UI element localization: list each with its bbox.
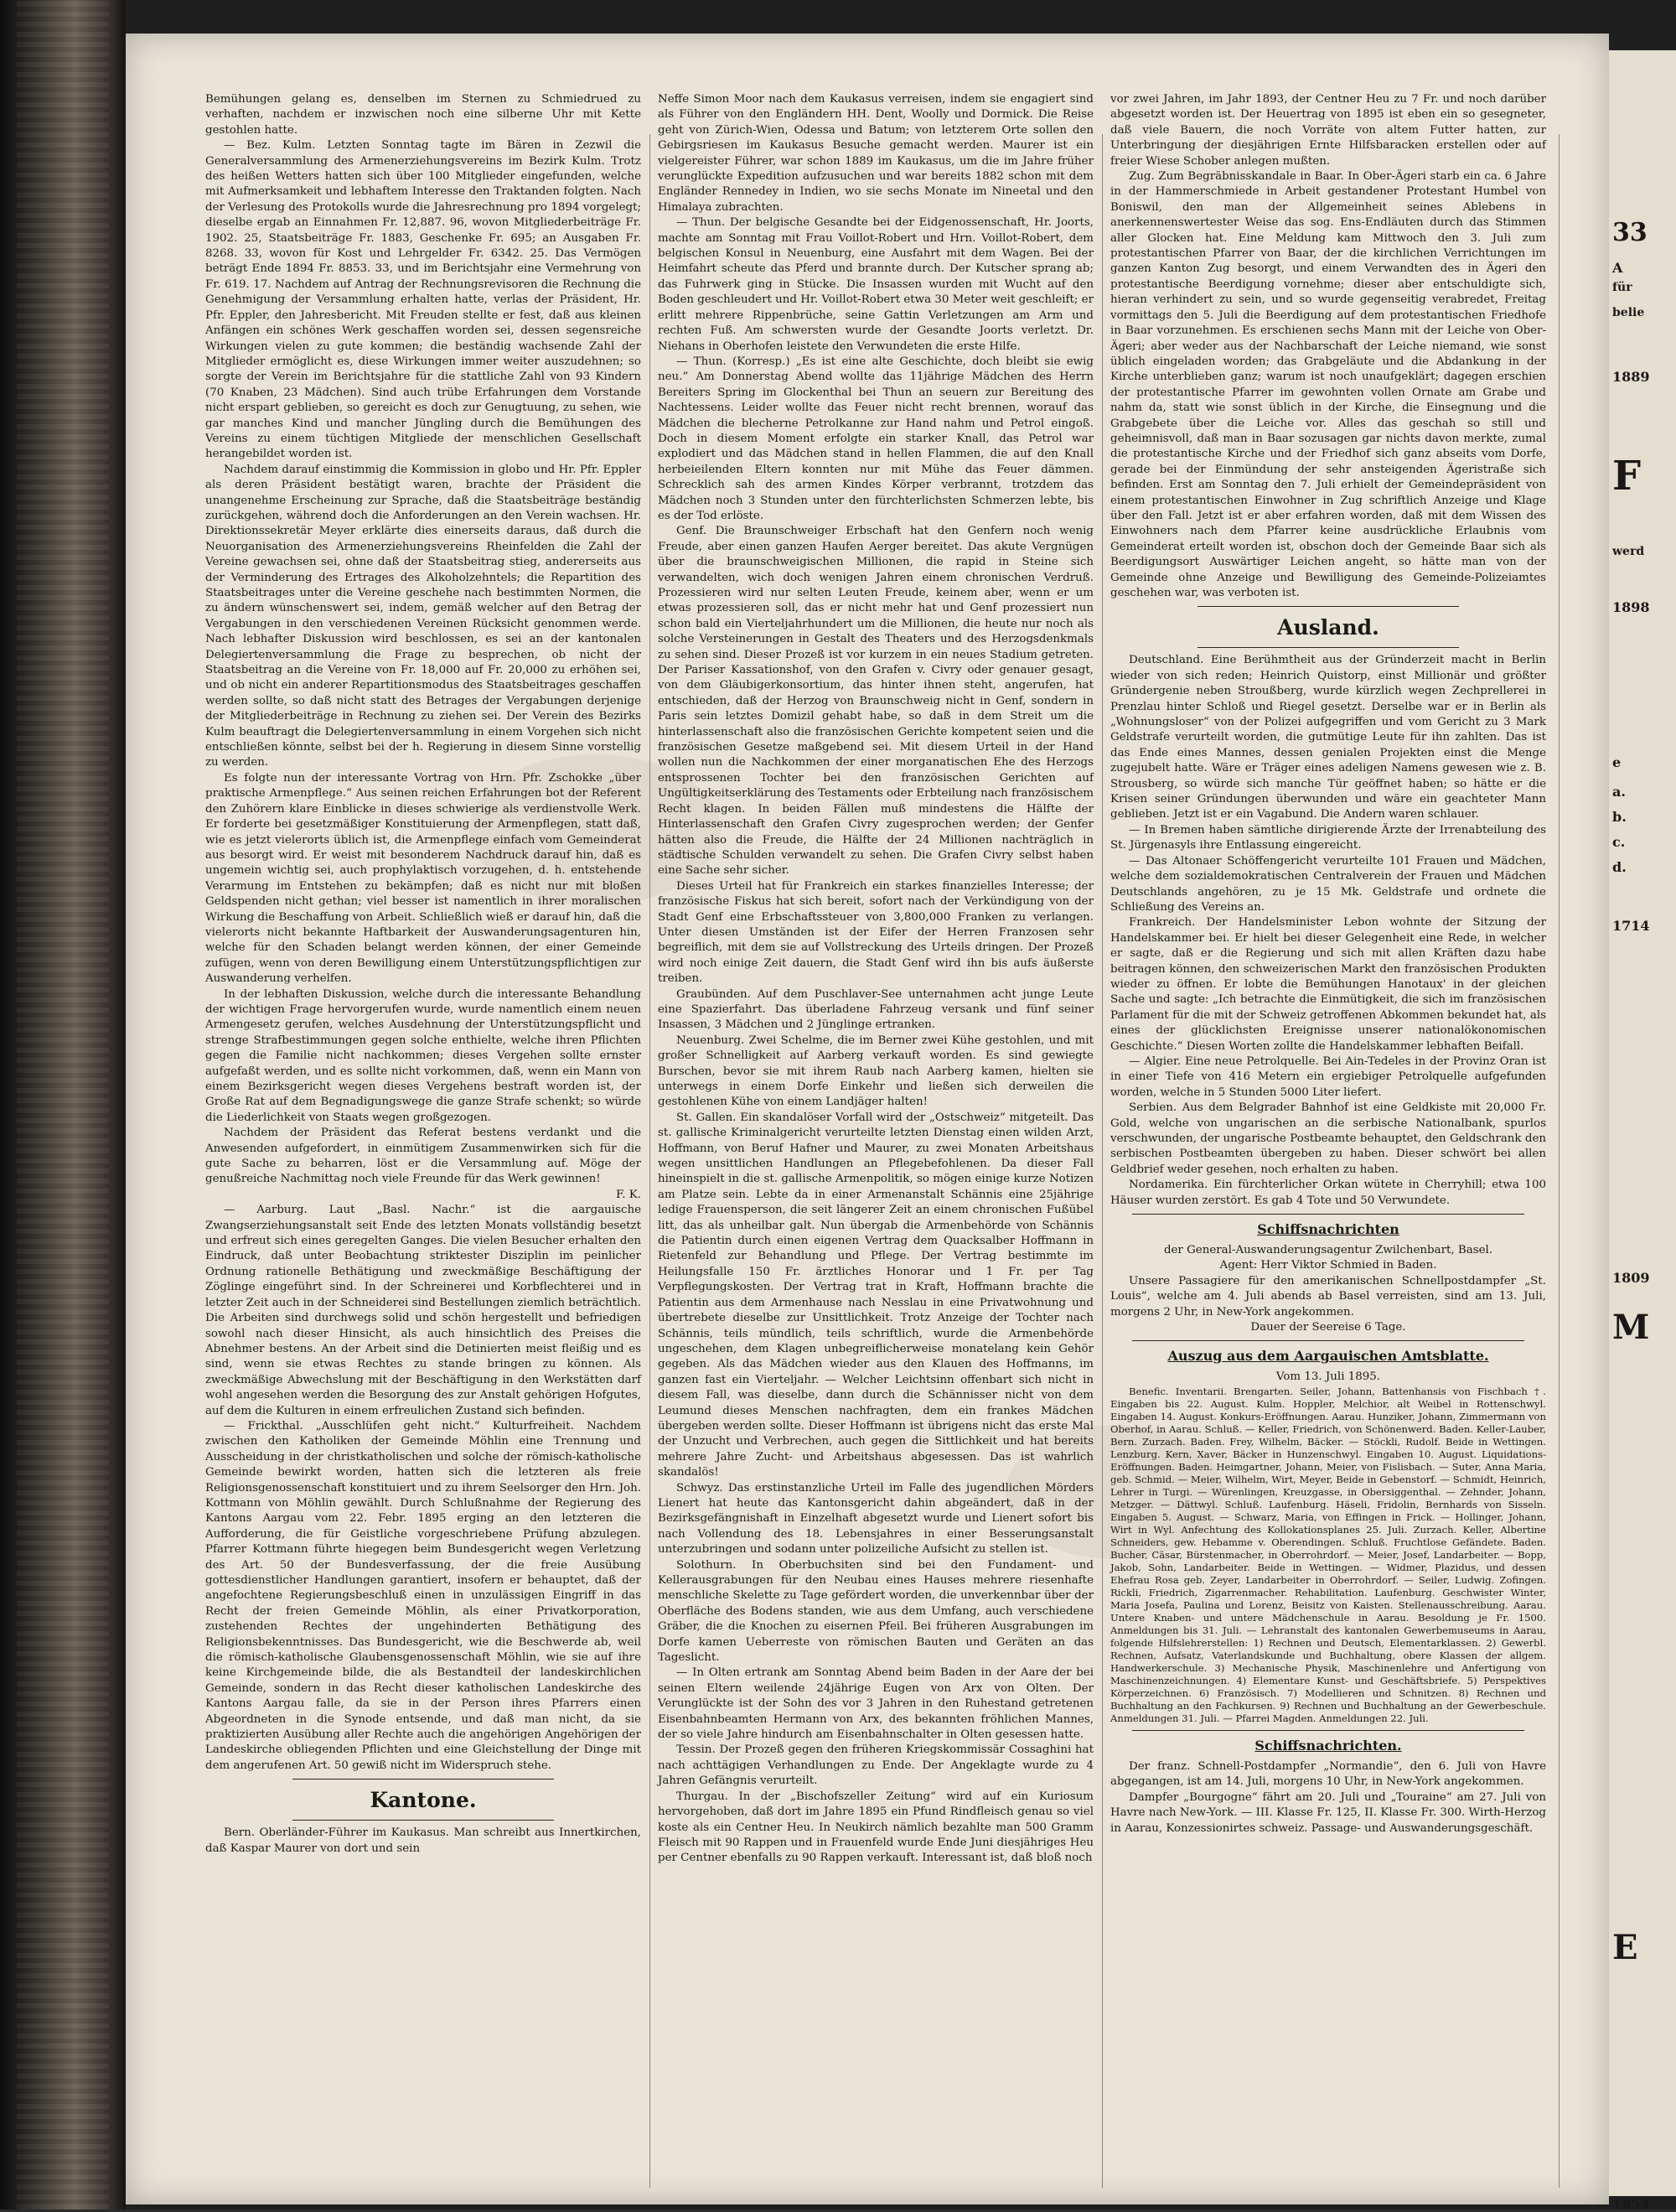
edge-fragment: 33 — [1612, 218, 1648, 247]
article-paragraph: Bern. Oberländer-Führer im Kaukasus. Man schreibt aus Innertkirchen, daß Kaspar Maurer von dort und sein — [205, 1826, 641, 1855]
edge-fragment: E — [1612, 1928, 1638, 1967]
article-paragraph: In der lebhaften Diskussion, welche durch die interessante Behandlung der wichtigen Frage hervorgerufen wurde, wurde namentlich einem neuen Armengesetz gerufen, welches Ausdehnung der Unterstützungspflicht und strenge Strafbestimmungen gegen solche enthielte, welche ihren Pflichten gegen die Familie nicht nachkommen; dieses Vergehen sollte ernster aufgefaßt werden, und es sollte nicht vorkommen, daß, wenn ein Mann von einem Bezirksgericht wegen dieses Vergehens bestraft worden ist, der Große Rat auf dem Begnadigungswege die ganze Strafe schenkt; so würde die Liederlichkeit von Staats wegen großgezogen. — [205, 987, 641, 1124]
shipping-notice: Unsere Passagiere für den amerikanischen Schnellpostdampfer „St. Louis“, welche am 4. Juli abends ab Basel verreisten, sind am 13. Juli, morgens 2 Uhr, in New-York angekommen. — [1110, 1274, 1546, 1318]
article-paragraph: Genf. Die Braunschweiger Erbschaft hat den Genfern noch wenig Freude, aber einen ganzen Haufen Aerger bereitet. Das akute Vergnügen über die braunschweigischen Millionen, die rapid in Steine sich verwandelten, wich doch wenigen Jahren einem chronischen Verdruß. Prozessieren wird nur selten Leuten Freude, keinem aber, wenn er um etwas prozessieren soll, das er nicht mehr hat und Genf prozessiert nun schon bald ein Vierteljahrhundert um die Millionen, die heute nur noch als solche Versteinerungen in Gestalt des Theaters und des Herzogsdenkmals zu sehen sind. Dieser Prozeß ist vor kurzem in ein neues Stadium getreten. Der Pariser Kassationshof, von den Grafen v. Civry oder genauer gesagt, von dem Gläubigerkonsortium, das hinter ihnen steht, angerufen, hat entschieden, daß der Herzog von Braunschweig nicht in Genf, sondern in Paris sein letztes Domizil gehabt habe, so daß in dem Streit um die hinterlassenschaft also die französischen Gerichte kompetent seien und die französischen Gesetze maßgebend sei. Mit diesem Urteil in der Hand wollen nun die Nachkommen der einer morganatischen Ehe des Herzogs entsprossenen Tochter bei den französischen Gerichten auf Ungültigkeitserklärung des Testaments oder Erbteilung nach französischem Recht klagen. In beiden Fällen muß mindestens die Hälfte der Hinterlassenschaft den Grafen Civry zugesprochen werden; der Genfer hätten also die Freude, die Hälfte der 24 Millionen nachträglich in städtische Schulden verwandelt zu sehen. Die Grafen Civry selbst haben eine Sache sehr sicher. — [658, 525, 1094, 878]
article-paragraph: — Algier. Eine neue Petrolquelle. Bei Ain-Tedeles in der Provinz Oran ist in einer Tiefe von 416 Metern ein ergiebiger Petrolquelle aufgefunden worden, welche in 5 Stunden 5000 Liter liefert. — [1110, 1054, 1546, 1099]
edge-fragment: c. — [1612, 834, 1626, 850]
article-paragraph: — Aarburg. Laut „Basl. Nachr.“ ist die aargauische Zwangserziehungsanstalt seit Ende des letzten Monats vollständig besetzt und erfreut sich eines geregelten Ganges. Die vielen Besucher erhalten den Eindruck, daß unter Beobachtung striktester Disziplin im peinlicher Ordnung rationelle Bethätigung und zweckmäßige Beschäftigung der Zöglinge eingeführt sind. In der Schreinerei und Korbflechterei und in letzter Zeit auch in der Schneiderei sind Bestellungen ziemlich beträchtlich. Die Arbeiten sind durchwegs solid und schön hergestellt und befriedigen sowohl nach dieser Hinsicht, als auch hinsichtlich des Preises die Abnehmer bestens. An der Arbeit sind die Detinierten meist fleißig und es sind, wenn sie etwas Rechtes zu stande bringen zu können. Als zweckmäßige Abwechslung mit der Beschäftigung in den Werkstätten darf wohl angesehen werden die Besorgung des zur Anstalt gehörigen Hofgutes, auf dem die Kulturen in einem erfreulichen Zustand sich befinden. — [205, 1204, 641, 1417]
article-paragraph: Nordamerika. Ein fürchterlicher Orkan wütete in Cherryhill; etwa 100 Häuser wurden zerstört. Es gab 4 Tote und 50 Verwundete. — [1110, 1179, 1546, 1207]
edge-fragment: b. — [1612, 809, 1627, 825]
edge-fragment: 1809 — [1612, 1270, 1650, 1286]
edge-fragment: a. — [1612, 784, 1626, 800]
article-paragraph: Tessin. Der Prozeß gegen den früheren Kriegskommissär Cossaghini hat nach achttägigen Verhandlungen zu Ende. Der Angeklagte wurde zu 4 Jahren Gefängnis verurteilt. — [658, 1743, 1094, 1788]
column-rule — [1559, 134, 1560, 2188]
shipping-notice: Dampfer „Bourgogne“ fährt am 20. Juli und „Touraine“ am 27. Juli von Havre nach New-York. — III. Klasse Fr. 125, II. Klasse Fr. 300. Wirth-Herzog in Aarau, Konzessionirtes schweiz. Passage- und Auswanderungsgeschäft. — [1110, 1790, 1546, 1835]
section-divider — [1132, 1340, 1524, 1341]
article-paragraph: Zug. Zum Begräbnisskandale in Baar. In Ober-Ägeri starb ein ca. 6 Jahre in der Hammerschmiede in Arbeit gestandener Protestant Humbel von Boniswil, den man der Allgemeinheit seines Ablebens in anerkennenswertester Weise das sog. Ens-Endläuten durch das Stimmen aller Glocken hat. Eine Meldung kam Mittwoch den 3. Juli zum protestantischen Pfarrer von Baar, der die kirchlichen Verrichtungen im ganzen Kanton Zug besorgt, und einem Verwandten des in Ägeri den protestantische Beerdigung vornehme; dieser aber entschuldigte sich, hieran verhindert zu sein, und so wurde gegenseitig verabredet, Freitag vormittags den 5. Juli die Beerdigung auf dem protestantischen Friedhofe in Baar vorzunehmen. Es erschienen sechs Mann mit der Leiche von Ober-Ägeri; aber weder aus der Nachbarschaft der Leiche niemand, wie sonst üblich eingeladen worden; das Grabgeläute und die Abdankung in der Kirche unterblieben ganz; warum ist noch unaufgeklärt; dagegen erschien der protestantische Pfarrer im gewohnten vollen Ornate am Grabe und nahm da, statt wie sonst üblich in der Kirche, die Einsegnung und die Grabgebete über die Leiche vor. Alles das geschah so still und geheimnisvoll, daß man in Baar sozusagen gar nichts davon merkte, zumal die protestantische Kirche und der Friedhof sich ganz abseits vom Dorfe, gerade bei der Einmündung der sehr ansteigenden Ägeristraße sich befinden. Erst am Sonntag den 7. Juli erhielt der Gemeindepräsident von einem protestantischen Einwohner in Zug schriftlich Anzeige und Klage über den Fall. Jetzt ist er aber erfahren worden, daß mit dem Wissen des Einwohners nach dem Pfarrer keine ausdrückliche Erlaubnis vom Gemeinderat erteilt worden ist, obschon doch der Gemeinde Baar sich als Beerdigungsort Auswärtiger Leichen angeht, so hätte man von der Gemeinde ohne Anzeige und Bewilligung des Gemeinde-Polizeiamtes geschehen war, was verboten ist. — [1110, 170, 1546, 599]
article-paragraph: Bemühungen gelang es, denselben im Sternen zu Schmiedrued zu verhaften, nachdem er inzwischen noch eine silberne Uhr mit Kette gestohlen hatte. — [205, 93, 641, 137]
edge-fragment: A — [1612, 260, 1623, 276]
article-paragraph: — Bez. Kulm. Letzten Sonntag tagte im Bären in Zezwil die Generalversammlung des Armenerziehungsvereins im Bezirk Kulm. Trotz des heißen Wetters hatten sich über 100 Mitglieder eingefunden, welche mit Aufmerksamkeit und lebhaftem Interesse den Traktanden folgten. Nach der Verlesung des Protokolls wurde die Jahresrechnung pro 1894 vorgelegt; dieselbe ergab an Einnahmen Fr. 12,887. 96, wovon Mitgliederbeiträge Fr. 1902. 25, Staatsbeiträge Fr. 1883, Geschenke Fr. 695; an Ausgaben Fr. 8268. 33, wovon für Kost und Lehrgelder Fr. 6342. 25. Das Vermögen beträgt Ende 1894 Fr. 8853. 33, und im Berichtsjahr eine Vermehrung von Fr. 619. 17. Nachdem auf Antrag der Rechnungsrevisoren die Rechnung die Genehmigung der Versammlung erhalten hatte, verlas der Präsident, Hr. Pfr. Eppler, den Jahresbericht. Mit Freuden stellte er fest, daß aus kleinen Anfängen ein schönes Werk geschaffen worden sei, dessen segensreiche Wirkungen vielen zu gute kommen; die beständig wachsende Zahl der Mitglieder ermöglicht es, diese Wirkungen immer weiter auszudehnen; so sorgte der Verein im Berichtsjahre für die stattliche Zahl von 93 Kindern (70 Knaben, 23 Mädchen). Sind auch trübe Erfahrungen dem Vorstande nicht erspart geblieben, so gereicht es doch zur Genugtuung, zu sehen, wie gar manches Kind und mancher Jüngling durch die Bemühungen des Vereins zu einem tüchtigen Mitgliede der menschlichen Gesellschaft herangebildet worden ist. — [205, 139, 641, 461]
article-signature: F. K. — [616, 1188, 641, 1201]
article-paragraph: Schwyz. Das erstinstanzliche Urteil im Falle des jugendlichen Mörders Lienert hat heute das Kantonsgericht dahin abgeändert, daß in der Bezirksgefängnishaft in Einzelhaft abgesetzt wurde und Lienert sofort bis nach Vollendung des 18. Lebensjahres in einer Besserungsanstalt unterzubringen und sodann unter polizeiliche Aufsicht zu stellen ist. — [658, 1481, 1094, 1557]
article-paragraph: Neuenburg. Zwei Schelme, die im Berner zwei Kühe gestohlen, und mit großer Schnelligkeit auf Aarberg verkauft worden. Es sind gewiegte Burschen, bevor sie mit ihrem Raub nach Aarberg kamen, hielten sie unterwegs in einem Dorfe Einkehr und ließen sich derweilen die gestohlenen Kühe von einem Landjäger halten! — [658, 1033, 1094, 1109]
shipping-notice: Der franz. Schnell-Postdampfer „Normandie“, den 6. Juli von Havre abgegangen, ist am 14. Juli, morgens 10 Uhr, in New-York angekommen. — [1110, 1759, 1546, 1789]
heading-amtsblatt: Auszug aus dem Aargauischen Amtsblatte. — [1167, 1348, 1489, 1365]
book-binding — [0, 0, 126, 2209]
column-2 — [658, 92, 1094, 2163]
section-divider — [1132, 1214, 1524, 1215]
article-paragraph: — Das Altonaer Schöffengericht verurteilte 101 Frauen und Mädchen, welche dem sozialdemokratischen Centralverein der Frauen und Mädchen Deutschlands angehören, zu je 15 Mk. Geldstrafe und ordnete die Schließung des Vereins an. — [1110, 854, 1546, 914]
edge-fragment: 1854 — [1612, 2196, 1650, 2212]
section-divider — [1132, 1730, 1524, 1731]
section-heading-kantone: Kantone. — [370, 1788, 477, 1813]
amtsblatt-text: Benefic. Inventarii. Brengarten. Seiler, Johann, Battenhansis von Fischbach †. Eingaben bis 22. August. Kulm. Hoppler, Melchior, alt Weibel in Rottenschwyl. Eingaben 14. August. Konkurs-Eröffnungen. Aarau. Hunziker, Johann, Zimmermann von Oberhof, in Aarau. Schluß. — Keller, Friedrich, von Schönenwerd. Baden. Keller-Lauber, Bern. Zurzach. Baden. Frey, Wilhelm, Bäcker. — Stöckli, Rudolf. Beide in Wettingen. Lenzburg. Kern, Xaver, Bäcker in Hunzenschwyl. Eingaben 10. August. Liquidations-Eröffnungen. Baden. Heimgartner, Johann, Meier, von Fislisbach. — Suter, Anna Maria, geb. Schmid. — Meier, Wilhelm, Wirt, Meyer, Beide in Gebenstorf. — Schmidt, Heinrich, Lehrer in Turgi. — Würenlingen, Kreuzgasse, in Obersiggenthal. — Zehnder, Johann, Metzger. — Dättwyl. Schluß. Laufenburg. Häseli, Fridolin, Bernhards von Sisseln. Eingaben 5. August. — Schwarz, Maria, von Effingen in Frick. — Hollinger, Johann, Wirt in Wyl. Anfechtung des Kollokationsplanes 25. Juli. Zurzach. Keller, Albertine Schneiders, gew. Hebamme v. Oberendingen. Schluß. Fruchtlose Gefändete. Baden. Bucher, Cäsar, Bürstenmacher, in Oberrohrdorf. — Meier, Josef, Landarbeiter. — Bopp, Jakob, Sohn, Landarbeiter. Beide in Wettingen. — Widmer, Plazidus, und dessen Ehefrau Rosa geb. Zeyer, Landarbeiter in Oberrohrdorf. — Seiler, Ludwig. Zofingen. Rickli, Friedrich, Zigarrenmacher. Rehabilitation. Laufenburg. Geschwister Winter, Maria Josefa, Paulina und Lorenz, Beisitz von Kaisten. Stellenausschreibung. Aarau. Untere Knaben- und untere Mädchenschule in Aarau. Besoldung je Fr. 1500. Anmeldungen bis 31. Juli. — Lehranstalt des kantonalen Gewerbemuseums in Aarau, folgende Hilfslehrerstellen: 1) Rechnen und Deutsch, Elementarklassen. 2) Gewerbl. Rechnen, Aufsatz, Vaterlandskunde und Buchhaltung, obere Klassen der allgem. Handwerkerschule. 3) Mechanische Physik, Maschinenlehre und Anfertigung von Maschinenzeichnungen. 4) Elementare Kunst- und Geschäftsbriefe. 5) Perspektives Körperzeichnen. 6) Französisch. 7) Modellieren und Schnitzen. 8) Rechnen und Buchhaltung an den Fachkursen. 9) Rechnen und Buchhaltung an der Gewerbeschule. Anmeldungen 31. Juli. — Pfarrei Magden. Anmeldungen 22. Juli. — [1110, 1385, 1546, 1724]
article-paragraph: Deutschland. Eine Berühmtheit aus der Gründerzeit macht in Berlin wieder von sich reden; Heinrich Quistorp, einst Millionär und größter Gründergenie neben Stroußberg, wurde kürzlich wegen Zechprellerei in Prenzlau hinter Schloß und Riegel gesetzt. Derselbe war er in Berlin als „Wohnungsloser“ von der Polizei aufgegriffen und vom Gericht zu 3 Mark Geldstrafe verurteilt worden, die gutmütige Leute für ihn zahlten. Das ist das Ende eines Mannes, dessen genialen Projekten einst die Menge zugejubelt hatte. Wäre er Träger eines adeligen Namens gewesen wie z. B. Strousberg, so würde sich manche Tür geöffnet haben; so hätte er die Krisen seiner Gründungen überwunden und wäre ein geachteter Mann geblieben. Jetzt ist er ein Vagabund. Die Andern waren schlauer. — [1110, 654, 1546, 821]
column-3 — [1110, 92, 1546, 2163]
edge-fragment: F — [1612, 453, 1642, 500]
section-divider — [1198, 647, 1459, 648]
article-paragraph: Dieses Urteil hat für Frankreich ein starkes finanzielles Interesse; der französische Fiskus hat sich bereit, sofort nach der Verkündigung von der Stadt Genf eine Erbschaftssteuer von 3,800,000 Franken zu verlangen. Unter diesen Umständen ist der Eifer der Herren Franzosen sehr begreiflich, mit dem sie auf Vollstreckung des Urteils dringen. Der Prozeß wird noch einige Zeit dauern, die Stadt Genf wird ihn bis aufs äußerste treiben. — [658, 879, 1094, 986]
article-paragraph: Serbien. Aus dem Belgrader Bahnhof ist eine Geldkiste mit 20,000 Fr. Gold, welche von ungarischen an die serbische Nationalbank, spurlos verschwunden, der ungarische Postbeamte behauptet, den Geldschrank den serbischen Postbeamten übergeben zu haben. Dieser schwört bei allen Geldbrief weder gesehen, noch erhalten zu haben. — [1110, 1101, 1546, 1176]
heading-schiffsnachrichten-2: Schiffsnachrichten. — [1254, 1737, 1402, 1754]
article-paragraph: — Frickthal. „Ausschlüfen geht nicht.“ Kulturfreiheit. Nachdem zwischen den Katholiken der Gemeinde Möhlin eine Trennung und Ausscheidung in der christkatholischen und solche der römisch-katholische Gemeinde bewirkt worden, hatten sich die letzteren als freie Religionsgenossenschaft konstituiert und zu ihrem Seelsorger den Hrn. Joh. Kottmann von Möhlin gewählt. Durch Schlußnahme der Regierung des Kantons Aargau vom 22. Febr. 1895 erging an den letzteren die Aufforderung, die für Geistliche vorgeschriebene Prüfung abzulegen. Pfarrer Kottmann führte hiegegen beim Bundesgericht wegen Verletzung des Art. 50 der Bundesverfassung, der die freie Ausübung gottesdienstlicher Handlungen garantiert, insofern er behauptet, daß der angefochtene Regierungsbeschluß einen in unzulässigen Eingriff in das Recht der freien Gemeinde Möhlin, als einer Privatkorporation, zustehenden Rechtes der ungehinderten Bethätigung des Religionsbekenntnisses. Das Bundesgericht, wie die Beschwerde ab, weil die römisch-katholische Glaubensgenossenschaft Möhlin, wie sie auf ihre keine Kirchgemeinde bilde, die als Bestandteil der landeskirchlichen Gemeinde, sondern in das Recht dieser katholischen Landeskirche des Kantons Aargau falle, da sie in der Person ihres Pfarrers einen Abgeordneten in die Synode entsende, und daß man nicht, da sie praktizierten Ausübung aller Rechte auch die angehörigen Angehörigen der Landeskirche obliegenden Pflichten und eine Gleichstellung der Dinge mit dem angerufenen Art. 50 gewiß nicht im Widerspruch stehe. — [205, 1419, 641, 1772]
column-rule — [1102, 134, 1103, 2188]
section-heading-ausland: Ausland. — [1277, 615, 1379, 640]
article-paragraph: — Thun. (Korresp.) „Es ist eine alte Geschichte, doch bleibt sie ewig neu.“ Am Donnerstag Abend wollte das 11jährige Mädchen des Herrn Bereiters Spring im Glockenthal bei Thun an seuern zur Bereitung des Nachtessens. Leider wollte das Feuer nicht recht brennen, worauf das Mädchen die blecherne Petrolkanne zur Hand nahm und Petrol eingoß. Doch in diesem Moment erfolgte ein starker Knall, das Petrol war explodiert und das Mädchen stand in hellen Flammen, die auf den Knall herbeieilenden Eltern konnten nur mit Mühe das Feuer dämmen. Schrecklich sah des armen Kindes Körper verbrannt, trotzdem das Mädchen noch 3 Stunden unter den fürchterlichsten Schmerzen lebte, bis es der Tod erlöste. — [658, 355, 1094, 522]
column-rule — [649, 134, 650, 2188]
edge-fragment: d. — [1612, 859, 1627, 875]
section-divider — [292, 1820, 554, 1821]
article-paragraph: St. Gallen. Ein skandalöser Vorfall wird der „Ostschweiz“ mitgeteilt. Das st. gallische Kriminalgericht verurteilte letzten Dienstag einen wilden Arzt, Hoffmann, von Beruf Hafner und Maurer, zu zwei Monaten Arbeitshaus wegen unsittlichen Handlungen an Pflegebefohlenen. Da dieser Fall hineinspielt in die st. gallische Armenpolitik, so mögen einige kurze Notizen am Platze sein. Lebte da in einer Armenanstalt Schännis eine 25jährige ledige Frauensperson, die seit längerer Zeit an einem chronischen Fußübel litt, das als unheilbar galt. Nun übergab die Armenbehörde von Schännis die Patientin durch einen eigenen Vertrag dem Quacksalber Hoffmann in Rietenfeld zur Behandlung und Pflege. Der Vertrag bestimmte im Heilungsfalle 150 Fr. ärztliches Honorar und 1 Fr. per Tag Verpflegungskosten. Der Vertrag trat in Kraft, Hoffmann brachte die Patientin aus dem Armenhause nach Nesslau in eine Privatwohnung und übertrebete dieselbe zur Unsittlichkeit. Trotz Anzeige der Tochter nach Schännis, teils mündlich, teils schriftlich, wurde die Armenbehörde ungeschehen, dem Klagen unbegreiflicherweise monatelang kein Gehör gegeben. Als das Mädchen wieder aus den Klauen des Hoffmanns, im ganzen fast ein Vierteljahr. — Welcher Leichtsinn offenbart sich nicht in diesem Fall, was dieselbe, dann durch die Schännisser nicht von dem Leumund dieses Menschen nachfragten, dem ein frankes Mädchen übergeben werden sollte. Dieser Hoffmann ist übrigens nicht das erste Mal der Unzucht und Verbrechen, auch gegen die Sittlichkeit und hat bereits mehrere Jahre Zucht- und Arbeitshaus abgesessen. Das ist wahrlich skandalös! — [658, 1111, 1094, 1479]
article-paragraph: Graubünden. Auf dem Puschlaver-See unternahmen acht junge Leute eine Spazierfahrt. Das überladene Fahrzeug versank und fünf seiner Insassen, 3 Mädchen und 2 Jünglinge ertranken. — [658, 987, 1094, 1032]
agency-name: der General-Auswanderungsagentur Zwilchenbart, Basel. — [1163, 1244, 1493, 1257]
article-paragraph: Nachdem der Präsident das Referat bestens verdankt und die Anwesenden aufgefordert, in einmütigem Zusammenwirken sich für die gute Sache zu beharren, löst er die Versammlung auf. Möge der genußreiche Nachmittag noch viele Freunde für das Werk gewinnen! — [205, 1127, 641, 1186]
voyage-duration: Dauer der Seereise 6 Tage. — [1250, 1321, 1406, 1334]
edge-fragment: belie — [1612, 306, 1645, 319]
agency-agent: Agent: Herr Viktor Schmied in Baden. — [1219, 1259, 1437, 1272]
edge-fragment: werd — [1612, 545, 1645, 558]
article-paragraph: Nachdem darauf einstimmig die Kommission in globo und Hr. Pfr. Eppler als deren Präsident bestätigt waren, brachte der Präsident die unangenehme Erscheinung zur Sprache, daß die Staatsbeiträge beständig zurückgehen, während doch die Anforderungen an den Verein wachsen. Hr. Direktionssekretär Meyer erklärte dies einerseits daraus, daß durch die Neuorganisation des Armenerziehungsvereins Rheinfelden die Zahl der Vereine gewachsen sei, ohne daß der Staatsbeitrag stieg, andererseits aus der Verminderung des Ertrages des Alkoholzehntels; die Repartition des Staatsbeitrages unter die Vereine geschehe nach bestimmten Normen, die zu ändern wünschenswert sei, indem, gemäß welcher auf den Betrag der Vergabungen in den verschiedenen Vereinen Rücksicht genommen werde. Nach lebhafter Diskussion wird beschlossen, es sei an der kantonalen Delegiertenversammlung die Frage zu besprechen, ob nicht der Staatsbeitrag an die Vereine von Fr. 18,000 auf Fr. 20,000 zu erhöhen sei, und ob nicht ein anderer Repartitionsmodus des Staatsbeitrages geschaffen werden sollte, so daß nicht statt des Betrages der Vergabungen derjenige der Mitgliederbeiträge in Rechnung zu ziehen sei. Der Verein des Bezirks Kulm beauftragt die Delegiertenversammlung in einem Vorgehen sich nicht entschließen könnte, selbst bei der h. Regierung in diesem Sinne vorstellig zu werden. — [205, 463, 641, 769]
next-page-edge — [1609, 50, 1676, 2212]
heading-schiffsnachrichten: Schiffsnachrichten — [1257, 1221, 1399, 1238]
article-paragraph: vor zwei Jahren, im Jahr 1893, der Centner Heu zu 7 Fr. und noch darüber abgesetzt worden ist. Der Heuertrag von 1895 ist eben ein so gesegneter, daß viele Bauern, die noch Vorräte von altem Futter hatten, zur Unterbringung der diesjährigen Ernte Hilfsbaracken erstellen oder auf freier Wiese Schober anlegen mußten. — [1110, 93, 1546, 168]
edge-fragment: 1898 — [1612, 599, 1650, 615]
edge-fragment: M — [1612, 1308, 1650, 1347]
article-paragraph: Neffe Simon Moor nach dem Kaukasus verreisen, indem sie engagiert sind als Führer von den Engländern HH. Dent, Woolly und Dormick. Die Reise geht von Zürich-Wien, Odessa und Batum; von letzterem Orte sollen den Gebirgsriesen im Kaukasus Besuche gemacht werden. Maurer ist ein vielgereister Führer, war schon 1889 im Kaukasus, um die im Jahre früher verunglückte Expedition aufzusuchen und war bereits 1882 schon mit dem Engländer Rennedey in Indien, wo sie sechs Monate im Nineetal und den Himalaya zubrachten. — [658, 93, 1094, 214]
edge-fragment: für — [1612, 281, 1632, 294]
article-paragraph: — Thun. Der belgische Gesandte bei der Eidgenossenschaft, Hr. Joorts, machte am Sonntag mit Frau Voillot-Robert und Hrn. Voillot-Robert, dem belgischen Konsul in Neuenburg, eine Ausfahrt mit dem Wagen. Bei der Heimfahrt scheute das Pferd und brannte durch. Der Kutscher sprang ab; das Fuhrwerk ging in Stücke. Die Insassen wurden mit Wucht auf den Boden geschleudert und Hr. Voillot-Robert etwa 30 Meter weit geschleift; er erlitt mehrere Rippenbrüche, seine Gattin Verletzungen am Arm und rechten Fuß. Am schwersten wurde der Gesandte Joorts verletzt. Dr. Niehans in Oberhofen leistete den Verwundeten die erste Hilfe. — [658, 216, 1094, 353]
article-paragraph: Frankreich. Der Handelsminister Lebon wohnte der Sitzung der Handelskammer bei. Er hielt bei dieser Gelegenheit eine Rede, in welcher er sagte, daß er die Regierung und sich mit allen Kräften dazu habe beitragen können, den schweizerischen Markt den französischen Produkten wieder zu öffnen. Er lobte die Bemühungen Hanotaux' in der gleichen Sache und sagte: „Ich betrachte die Einmütigkeit, die sich im französischen Parlament für die mit der Schweiz getroffenen Abkommen bekundet hat, als eines der glücklichsten Ereignisse unserer nationalökonomischen Geschichte.“ Diesen Worten zollte die Handelskammer lebhaften Beifall. — [1110, 916, 1546, 1053]
edge-fragment: 1889 — [1612, 369, 1650, 385]
edge-fragment: e — [1612, 754, 1622, 770]
article-paragraph: — In Olten ertrank am Sonntag Abend beim Baden in der Aare der bei seinen Eltern weilende 24jährige Eugen von Arx von Olten. Der Verunglückte ist der Sohn des vor 3 Jahren in den Ruhestand getretenen Eisenbahnbeamten Hermann von Arx, des bekannten fröhlichen Mannes, der so viele Jahre hindurch am Eisenbahnschalter in Olten gesessen hatte. — [658, 1666, 1094, 1742]
article-paragraph: Es folgte nun der interessante Vortrag von Hrn. Pfr. Zschokke „über praktische Armenpflege.“ Aus seinen reichen Erfahrungen bot der Referent den Zuhörern klare Einblicke in dieses schwierige als verdienstvolle Werk. Er forderte bei gesetzmäßiger Konstituierung der Armenpflegen, statt daß, wie es jetzt vielerorts üblich ist, die Armenpflege einfach vom Gemeinderat aus besorgt wird. Er weist mit besonderem Nachdruck darauf hin, daß es ungemein wichtig sei, auch prophylaktisch vorzugehen, d. h. entstehende Verarmung im Entstehen zu bekämpfen; daß es nicht nur mit bloßen Geldspenden nicht gethan; viel besser ist namentlich in ihrer moralischen Wirkung die Beschaffung von Arbeit. Schließlich wieß er darauf hin, daß die vielerorts nicht bekannte Haftbarkeit der Auswanderungsagenturen hin, welche für den Schaden belangt werden können, der einer Gemeinde zufügen, wenn von deren Bewilligung einem Unterstützungspflichtigen zur Auswanderung verhelfen. — [205, 771, 641, 986]
column-1 — [205, 92, 641, 2163]
edge-fragment: 1714 — [1612, 918, 1650, 934]
amtsblatt-date: Vom 13. Juli 1895. — [1275, 1370, 1381, 1384]
article-paragraph: Thurgau. In der „Bischofszeller Zeitung“ wird auf ein Kuriosum hervorgehoben, daß dort im Jahre 1895 ein Pfund Rindfleisch genau so viel koste als ein Centner Heu. In Neukirch nämlich bezahlte man 500 Gramm Fleisch mit 90 Rappen und in Frauenfeld wurde Ende Juni diesjähriges Heu per Centner ebenfalls zu 90 Rappen verkauft. Interessant ist, daß bloß noch — [658, 1790, 1094, 1865]
article-paragraph: Solothurn. In Oberbuchsiten sind bei den Fundament- und Kellerausgrabungen für den Neubau eines Hauses mehrere riesenhafte menschliche Skelette zu Tage gefördert worden, die unverkennbar über der Oberfläche des Bodens standen, wie aus dem Umfang, auch verschiedene Gräber, die die Knochen zu eisernen Pfeil. Bei früheren Ausgrabungen im Dorfe kamen Ueberreste von römischen Bauten und Geräten an das Tageslicht. — [658, 1558, 1094, 1665]
section-divider — [1198, 606, 1459, 607]
article-paragraph: — In Bremen haben sämtliche dirigierende Ärzte der Irrenabteilung des St. Jürgenasyls ihre Entlassung eingereicht. — [1110, 823, 1546, 852]
